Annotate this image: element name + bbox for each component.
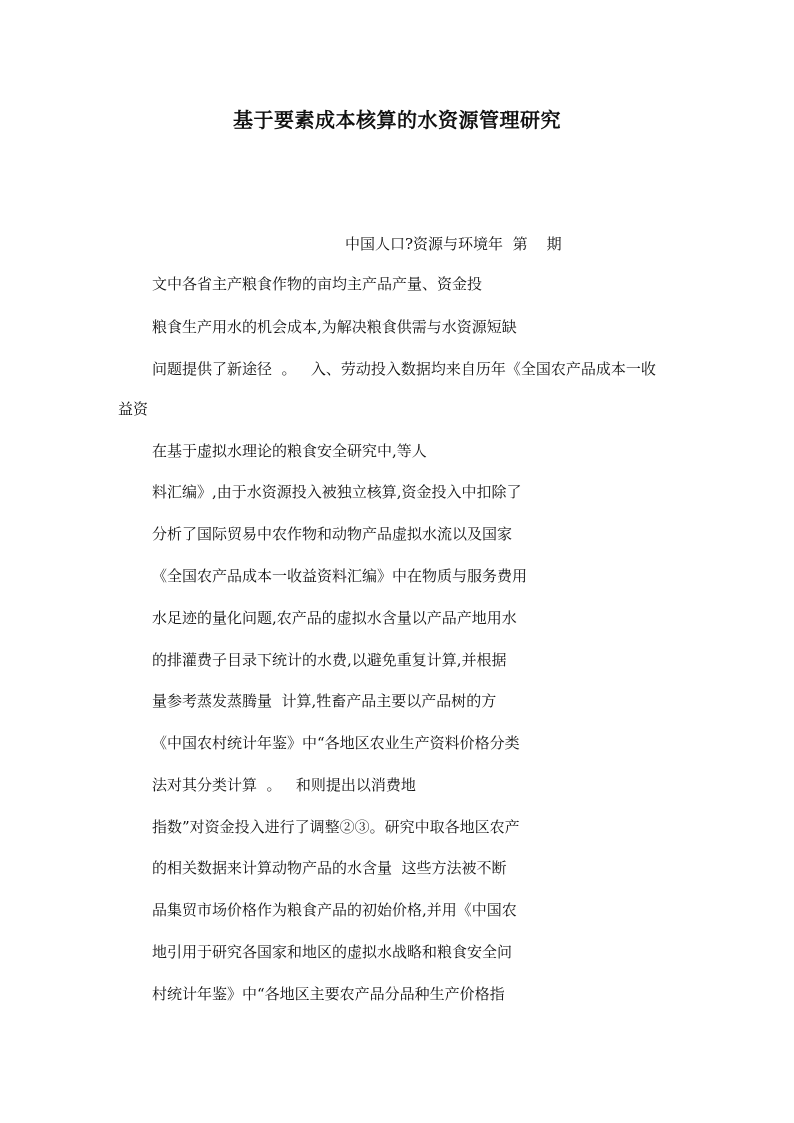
body-line: 问题提供了新途径 。 入、劳动投入数据均来自历年《全国农产品成本一收	[152, 360, 656, 378]
body-line: 《中国农村统计年鉴》中“各地区农业生产资料价格分类	[152, 734, 520, 752]
document-title: 基于要素成本核算的水资源管理研究	[233, 108, 561, 132]
body-line: 水足迹的量化问题,农产品的虚拟水含量以产品产地用水	[152, 609, 517, 627]
body-line: 的排灌费子目录下统计的水费,以避免重复计算,并根据	[152, 651, 507, 669]
body-line: 法对其分类计算 。 和则提出以消费地	[152, 776, 416, 794]
body-line: 的相关数据来计算动物产品的水含量 这些方法被不断	[152, 859, 507, 877]
body-line: 在基于虚拟水理论的粮食安全研究中,等人	[152, 442, 427, 460]
body-line: 《全国农产品成本一收益资料汇编》中在物质与服务费用	[152, 567, 528, 585]
body-line: 文中各省主产粮食作物的亩均主产品产量、资金投	[152, 275, 483, 293]
body-line: 指数”对资金投入进行了调整②③。研究中取各地区农产	[152, 818, 520, 836]
body-line: 品集贸市场价格作为粮食产品的初始价格,并用《中国农	[152, 901, 517, 919]
journal-citation: 中国人口?资源与环境年 第 期	[345, 235, 562, 253]
body-line: 村统计年鉴》中“各地区主要农产品分品种生产价格指	[152, 985, 505, 1003]
body-line: 粮食生产用水的机会成本,为解决粮食供需与水资源短缺	[152, 318, 517, 336]
body-line: 料汇编》,由于水资源投入被独立核算,资金投入中扣除了	[152, 483, 522, 501]
body-line: 分析了国际贸易中农作物和动物产品虚拟水流以及国家	[152, 525, 513, 543]
body-line: 益资	[118, 400, 149, 418]
body-line: 地引用于研究各国家和地区的虚拟水战略和粮食安全问	[152, 943, 513, 961]
body-line: 量参考蒸发蒸腾量 计算,牲畜产品主要以产品树的方	[152, 692, 497, 710]
